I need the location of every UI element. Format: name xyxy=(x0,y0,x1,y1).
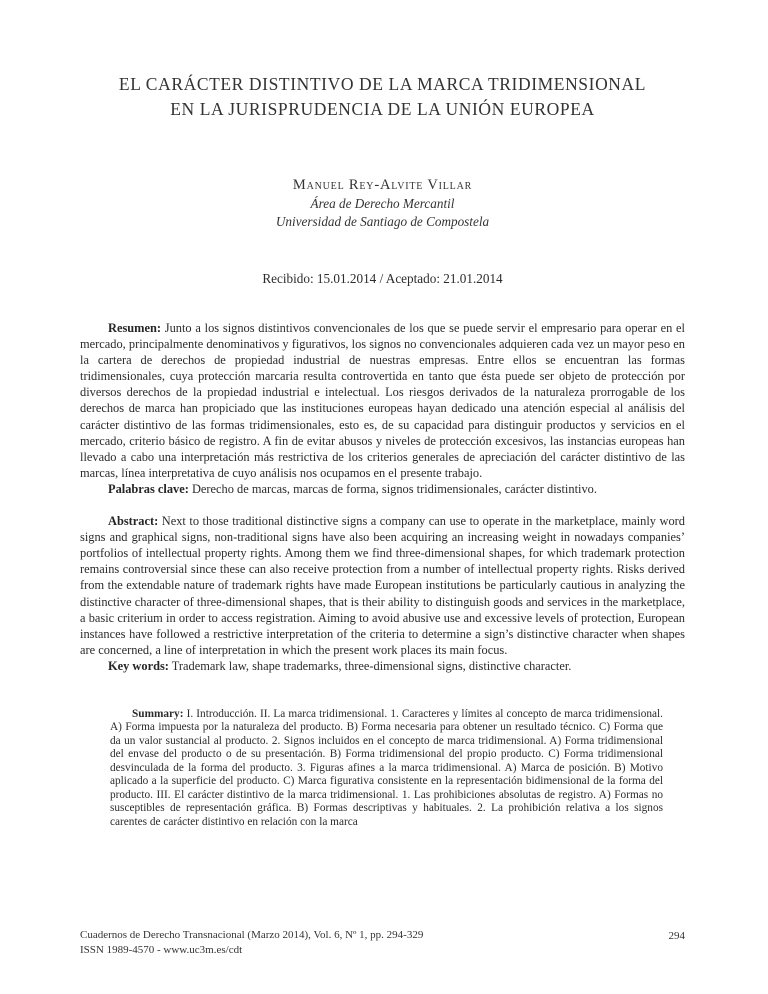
key-words-paragraph xyxy=(80,658,685,674)
palabras-clave-paragraph xyxy=(80,481,685,497)
title-line-1: EL CARÁCTER DISTINTIVO DE LA MARCA TRIDIMENSIONAL xyxy=(118,74,647,94)
resumen-label: Resumen: xyxy=(108,321,161,335)
footer-issn-line: ISSN 1989-4570 - www.uc3m.es/cdt xyxy=(80,944,243,956)
palabras-clave-text: Derecho de marcas, marcas de forma, signos tridimensionales, carácter distintivo. xyxy=(191,481,597,496)
abstract-paragraph xyxy=(80,513,685,658)
summary-label: Summary: xyxy=(132,707,184,720)
author-block xyxy=(80,176,685,230)
abstract-text: Next to those traditional distinctive signs a company can use to operate in the marketplace, mainly word signs and graphical signs, non-traditional signs have also been acquiring an increasing weight in nowadays companies’ portfolios of intellectual property rights. Among them we find three-dimensional shapes, for which trademark protection remains controversial since these can also receive protection from a number of intellectual property rights. Risks derived from the extendable nature of trademark rights have made European institutions be particularly cautious in analyzing the distinctive character of three-dimensional shapes, that is their ability to distinguish goods and services in the marketplace, a basic criterium in order to access registration. Aiming to avoid abusive use and excessive levels of protection, European instances have followed a restrictive interpretation of the criteria to determine a sign’s distinctive character when shapes are concerned, a line of interpretation in which the present work places its main focus. xyxy=(80,514,685,657)
footer-journal-line: Cuadernos de Derecho Transnacional (Marzo 2014), Vol. 6, Nº 1, pp. 294-329 xyxy=(80,929,424,941)
key-words-label: Key words: xyxy=(108,658,169,673)
author-affiliation-university: Universidad de Santiago de Compostela xyxy=(275,213,490,229)
summary-text: I. Introducción. II. La marca tridimensional. 1. Caracteres y límites al concepto de marca tridimensional. A) Forma impuesta por la naturaleza del producto. B) Forma necesaria para obtener un resultado técnico. C) Forma que da un valor sustancial al producto. 2. Signos incluidos en el concepto de marca tridimensional. A) Forma tridimensional del envase del producto o de su presentación. B) Forma tridimensional del propio producto. C) Forma tridimensional desvinculada de la forma del producto. 3. Figuras afines a la marca tridimensional. A) Marca de posición. B) Motivo aplicado a la superficie del producto. C) Marca figurativa consistente en la representación bidimensional de la forma del producto. III. El carácter distintivo de la marca tridimensional. 1. Las prohibiciones absolutas de registro. A) Formas no susceptibles de representación gráfica. B) Formas descriptivas y habituales. 2. La prohibición relativa a los signos carentes de carácter distintivo en relación con la marca xyxy=(110,707,664,828)
resumen-text: Junto a los signos distintivos convencionales de los que se puede servir el empresario para operar en el mercado, principalmente denominativos y figurativos, los signos no convencionales adquieren cada vez un mayor peso en la cartera de derechos de propiedad industrial de nuestras empresas. Entre ellos se encuentran las formas tridimensionales, cuya protección marcaria resulta controvertida en tanto que ésta puede ser objeto de protección por diversos derechos de la propiedad industrial e intelectual. Los riesgos derivados de la naturaleza prorrogable de los derechos de marca han propiciado que las instituciones europeas hayan dedicado una atención especial al análisis del carácter distintivo de las formas tridimensionales, esto es, de su capacidad para distinguir productos y servicios en el mercado, criterio básico de registro. A fin de evitar abusos y niveles de protección excesivos, las instancias europeas han llevado a cabo una interpretación más restrictiva de los criterios generales de apreciación del carácter distintivo de las marcas, línea interpretativa de cuyo análisis nos ocupamos en el presente trabajo. xyxy=(80,321,685,480)
page-number: 294 xyxy=(668,930,685,942)
author-affiliation-department: Área de Derecho Mercantil xyxy=(310,196,455,211)
received-accepted-dates: Recibido: 15.01.2014 / Aceptado: 21.01.2014 xyxy=(262,271,503,286)
abstract-label: Abstract: xyxy=(108,514,159,529)
author-name: Manuel Rey-Alvite Villar xyxy=(292,177,473,193)
resumen-paragraph xyxy=(80,320,685,481)
title-line-2: EN LA JURISPRUDENCIA DE LA UNIÓN EUROPEA xyxy=(170,99,595,119)
footer-journal-info xyxy=(80,928,423,958)
key-words-text: Trademark law, shape trademarks, three-dimensional signs, distinctive character. xyxy=(171,658,572,673)
palabras-clave-label: Palabras clave: xyxy=(108,481,189,496)
page-title xyxy=(80,72,685,122)
summary-paragraph xyxy=(110,708,663,830)
page-footer xyxy=(80,928,685,958)
